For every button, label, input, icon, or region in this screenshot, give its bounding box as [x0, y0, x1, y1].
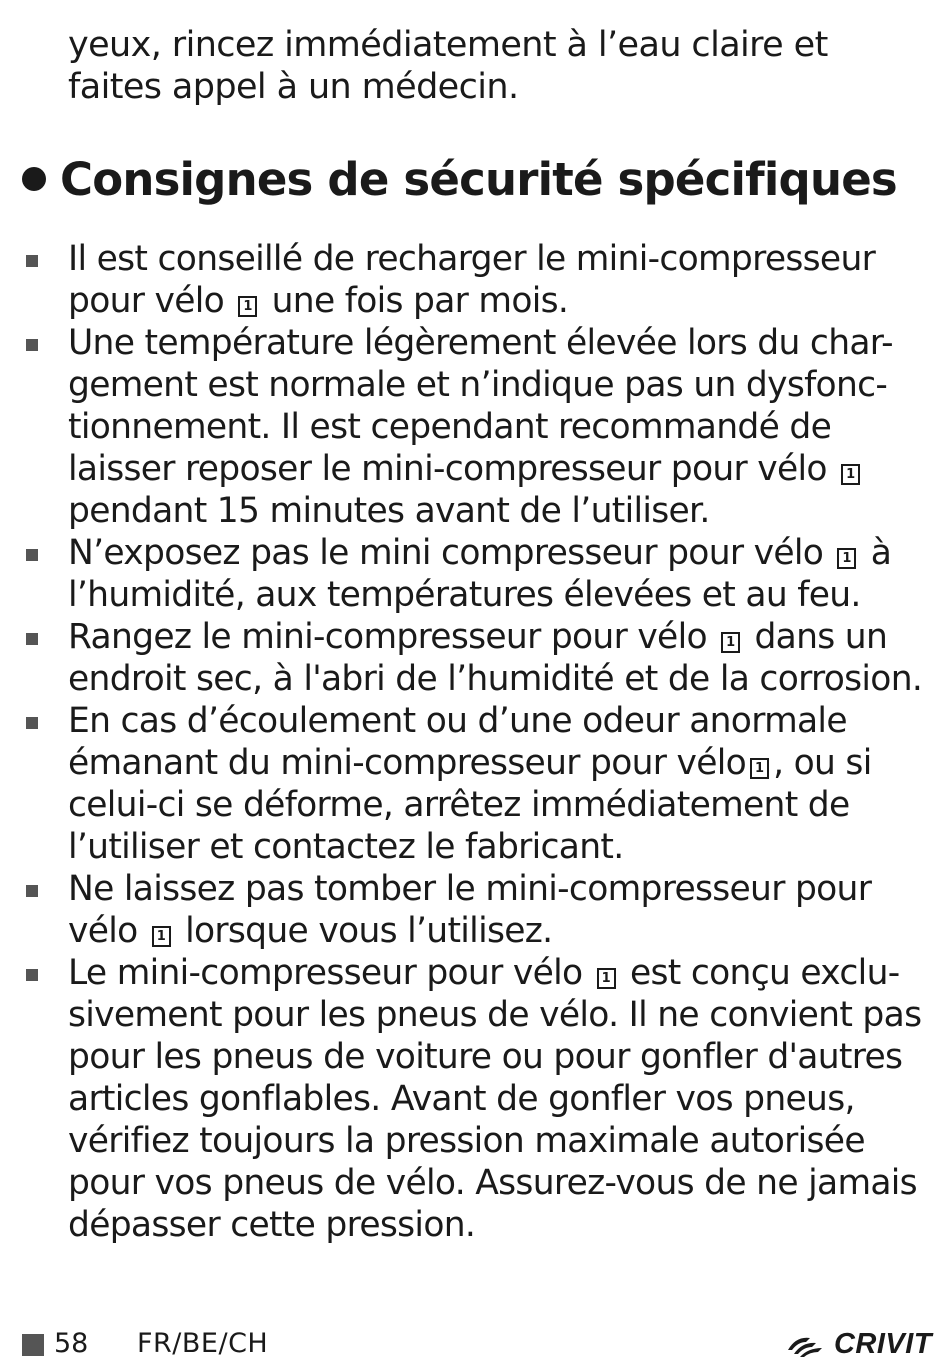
footer-square-icon [22, 1334, 44, 1356]
square-bullet-icon [26, 633, 38, 645]
list-item [0, 616, 935, 700]
item-text: N’exposez pas le mini compresseur pour vélo [68, 533, 824, 573]
item-text: Ne laissez pas tomber le mini-compresseur pour vélo [68, 869, 872, 951]
reference-number-1-icon: 1 [721, 632, 740, 653]
list-item [0, 532, 935, 616]
intro-line-1: yeux, rincez immédiatement à l’eau claire et [68, 25, 828, 65]
reference-number-1-icon: 1 [750, 758, 769, 779]
safety-instructions-list [0, 238, 935, 1246]
item-text: à l’humidité, aux températures élevées et au feu. [68, 533, 892, 615]
page-footer [22, 1326, 932, 1362]
intro-paragraph [68, 24, 928, 108]
item-text: est conçu exclu-sivement pour les pneus de vélo. Il ne convient pas pour les pneus de voiture ou pour gonfler d'autres articles gonflables. Avant de gonfler vos pneus, vérifiez toujours la pression maximale autorisée pour vos pneus de vélo. Assurez-vous de ne jamais dépasser cette pression. [68, 953, 922, 1245]
item-text: En cas d’écoulement ou d’une odeur anormale émanant du mini-compresseur pour vélo [68, 701, 847, 783]
square-bullet-icon [26, 717, 38, 729]
item-text: une fois par mois. [271, 281, 569, 321]
reference-number-1-icon: 1 [841, 464, 860, 485]
list-item [0, 868, 935, 952]
section-heading [22, 150, 932, 210]
country-code: FR/BE/CH [137, 1328, 269, 1359]
square-bullet-icon [26, 885, 38, 897]
page-number: 58 [54, 1328, 89, 1359]
square-bullet-icon [26, 339, 38, 351]
item-text: Une température légèrement élevée lors du char-gement est normale et n’indique pas un dysfonc-tionnement. Il est cependant recommandé de laisser reposer le mini-compresseur pour vélo [68, 323, 893, 489]
reference-number-1-icon: 1 [597, 968, 616, 989]
item-text: dans un endroit sec, à l'abri de l’humidité et de la corrosion. [68, 617, 923, 699]
item-text: Rangez le mini-compresseur pour vélo [68, 617, 707, 657]
item-text: , ou si celui-ci se déforme, arrêtez immédiatement de l’utiliser et contactez le fabricant. [68, 743, 872, 867]
intro-line-2: faites appel à un médecin. [68, 67, 519, 107]
brand-name: CRIVIT [833, 1328, 932, 1360]
item-text: Il est conseillé de recharger le mini-compresseur pour vélo [68, 239, 876, 321]
heading-bullet-icon [22, 167, 46, 191]
section-title: Consignes de sécurité spécifiques [60, 153, 897, 206]
crivit-wing-icon [786, 1330, 830, 1358]
item-text: Le mini-compresseur pour vélo [68, 953, 583, 993]
list-item [0, 700, 935, 868]
square-bullet-icon [26, 969, 38, 981]
square-bullet-icon [26, 255, 38, 267]
square-bullet-icon [26, 549, 38, 561]
reference-number-1-icon: 1 [152, 926, 171, 947]
brand-logo [786, 1328, 932, 1360]
reference-number-1-icon: 1 [238, 296, 257, 317]
list-item [0, 322, 935, 532]
item-text: pendant 15 minutes avant de l’utiliser. [68, 491, 710, 531]
reference-number-1-icon: 1 [837, 548, 856, 569]
item-text: lorsque vous l’utilisez. [185, 911, 553, 951]
list-item [0, 952, 935, 1246]
list-item [0, 238, 935, 322]
